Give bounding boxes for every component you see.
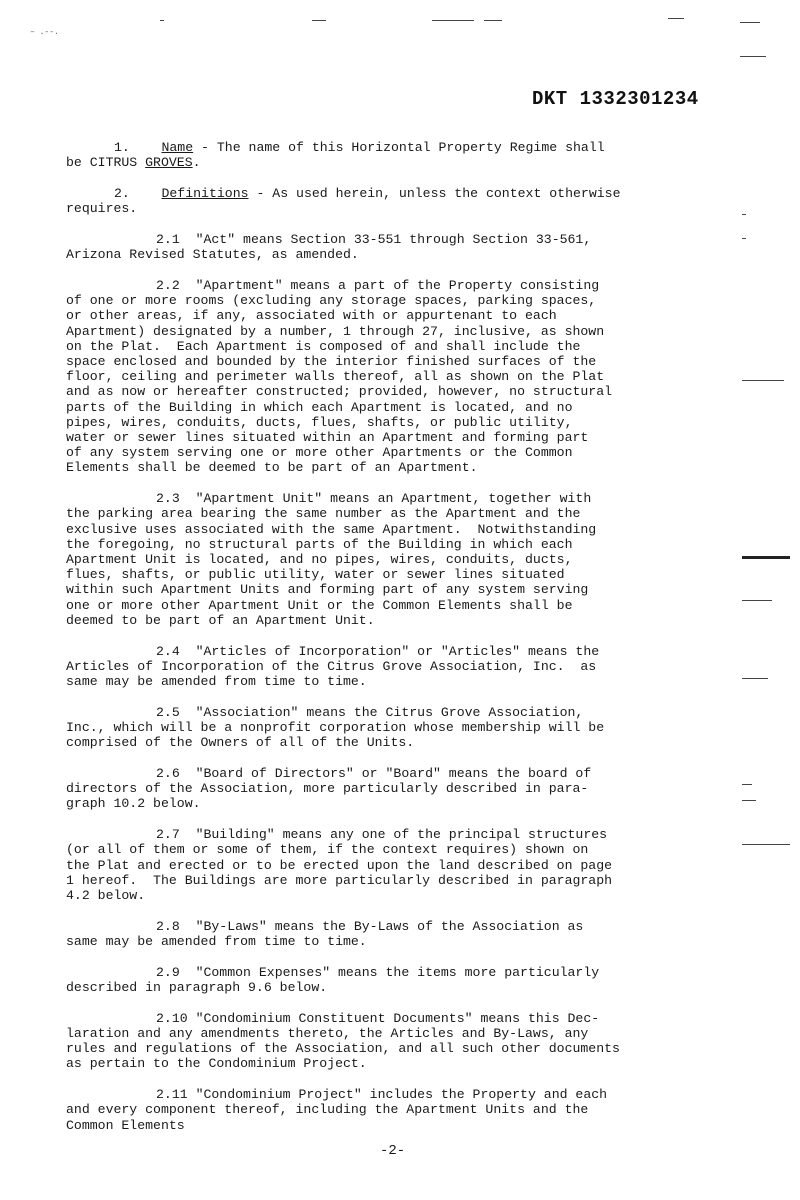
text-run: same may be amended from time to time. (66, 674, 367, 690)
text-run: Articles of Incorporation of the Citrus Grove Association, Inc. as (66, 658, 597, 674)
scan-mark (740, 22, 760, 23)
text-line (66, 445, 706, 460)
text-run: flues, shafts, or public utility, water or sewer lines situated (66, 567, 565, 583)
text-line (66, 965, 706, 980)
text-line (66, 873, 706, 888)
text-line (66, 278, 706, 293)
scan-mark (742, 678, 768, 679)
text-run: 2.9 "Common Expenses" means the items more particularly (156, 964, 600, 980)
text-run: . (192, 155, 201, 171)
text-line (66, 552, 706, 567)
text-run: deemed to be part of an Apartment Unit. (66, 612, 375, 628)
text-run: of any system serving one or more other Apartments or the Common (66, 445, 573, 461)
page-number: -2- (380, 1143, 406, 1159)
paragraph (66, 766, 706, 812)
text-run: 2.5 "Association" means the Citrus Grove Association, (156, 704, 584, 720)
text-run: requires. (66, 201, 138, 217)
text-run: exclusive uses associated with the same Apartment. Notwithstanding (66, 521, 597, 537)
scan-mark (742, 556, 790, 559)
text-line (66, 1102, 706, 1117)
text-line (66, 644, 706, 659)
paragraph (66, 186, 706, 216)
text-run: and as now or hereafter constructed; provided, however, no structural (66, 384, 613, 400)
text-run: the parking area bearing the same number as the Apartment and the (66, 506, 581, 522)
text-run: the Plat and erected or to be erected upon the land described on page (66, 857, 613, 873)
paragraph (66, 965, 706, 995)
text-line (66, 369, 706, 384)
text-run: 2.10 "Condominium Constituent Documents" means this Dec- (156, 1010, 600, 1026)
text-run: Apartment Unit is located, and no pipes, wires, conduits, ducts, (66, 552, 573, 568)
text-run: 2.2 "Apartment" means a part of the Property consisting (156, 278, 600, 293)
text-run: 2.7 "Building" means any one of the principal structures (156, 827, 608, 843)
scan-mark (742, 844, 790, 845)
text-line (66, 705, 706, 720)
text-run: 2.3 "Apartment Unit" means an Apartment, together with (156, 491, 592, 507)
text-run: 2.8 "By-Laws" means the By-Laws of the Association as (156, 918, 584, 934)
docket-number: DKT 1332301234 (532, 88, 699, 110)
underlined-heading: Definitions (161, 186, 249, 201)
text-run: parts of the Building in which each Apartment is located, and no (66, 399, 573, 415)
text-run: 2.1 "Act" means Section 33-551 through Section 33-561, (156, 232, 592, 247)
text-run: Elements shall be deemed to be part of an Apartment. (66, 460, 478, 476)
document-body (66, 140, 706, 1148)
scan-mark (740, 56, 766, 57)
text-line (66, 858, 706, 873)
text-line (66, 980, 706, 995)
text-line (66, 324, 706, 339)
text-run: Apartment) designated by a number, 1 through 27, inclusive, as shown (66, 323, 605, 339)
paragraph (66, 1087, 706, 1133)
text-line (66, 827, 706, 842)
text-run: space enclosed and bounded by the interior finished surfaces of the (66, 354, 597, 370)
text-line (66, 201, 706, 216)
text-run: the foregoing, no structural parts of the Building in which each (66, 536, 573, 552)
paragraph (66, 232, 706, 262)
text-run: 2.6 "Board of Directors" or "Board" means the board of (156, 766, 592, 782)
underlined-heading: Name (161, 140, 194, 155)
text-run: - As used herein, unless the context otherwise (248, 186, 621, 201)
text-line (66, 339, 706, 354)
text-line (66, 293, 706, 308)
text-run: graph 10.2 below. (66, 796, 201, 812)
text-line (66, 1056, 706, 1071)
text-run: Common Elements (66, 1117, 185, 1133)
text-line (66, 735, 706, 750)
text-line (66, 888, 706, 903)
text-run: described in paragraph 9.6 below. (66, 980, 328, 996)
text-line (66, 842, 706, 857)
text-run: - The name of this Horizontal Property Regime shall (193, 140, 605, 155)
paragraph (66, 644, 706, 690)
text-line (66, 491, 706, 506)
text-run: 1 hereof. The Buildings are more particularly described in paragraph (66, 872, 613, 888)
text-line (66, 460, 706, 475)
text-run: directors of the Association, more particularly described in para- (66, 781, 589, 797)
text-line (66, 506, 706, 521)
text-line (66, 674, 706, 689)
text-run: one or more other Apartment Unit or the Common Elements shall be (66, 597, 573, 613)
paragraph (66, 140, 706, 170)
text-line (66, 1026, 706, 1041)
text-line (66, 308, 706, 323)
text-run: and every component thereof, including the Apartment Units and the (66, 1102, 589, 1118)
scan-mark (742, 784, 752, 785)
text-run: be CITRUS (66, 155, 146, 171)
scan-mark (312, 20, 326, 21)
text-line (66, 582, 706, 597)
text-run: 2.4 "Articles of Incorporation" or "Articles" means the (156, 643, 600, 659)
text-run: 2.11 "Condominium Project" includes the Property and each (156, 1087, 608, 1103)
text-run: laration and any amendments thereto, the Articles and By-Laws, any (66, 1026, 589, 1042)
text-run: 1. (114, 140, 162, 155)
text-run: floor, ceiling and perimeter walls thereof, all as shown on the Plat (66, 369, 605, 385)
scan-mark (668, 18, 684, 19)
scan-mark (742, 800, 756, 801)
text-line (66, 247, 706, 262)
paragraph (66, 278, 706, 476)
text-line (66, 1118, 706, 1133)
text-line (66, 430, 706, 445)
text-line (66, 522, 706, 537)
text-run: pipes, wires, conduits, ducts, flues, shafts, or public utility, (66, 414, 573, 430)
paragraph (66, 919, 706, 949)
text-line (66, 1087, 706, 1102)
underlined-heading: GROVES (145, 155, 193, 171)
text-line (66, 919, 706, 934)
text-run: Inc., which will be a nonprofit corporation whose membership will be (66, 720, 605, 736)
text-line (66, 934, 706, 949)
corner-mark: – .--. (30, 28, 59, 37)
text-line (66, 567, 706, 582)
text-run: Arizona Revised Statutes, as amended. (66, 247, 359, 263)
text-run: (or all of them or some of them, if the context requires) shown on (66, 842, 589, 858)
text-line (66, 781, 706, 796)
text-line (66, 796, 706, 811)
text-line (66, 598, 706, 613)
text-run: of one or more rooms (excluding any storage spaces, parking spaces, (66, 293, 597, 309)
paragraph (66, 705, 706, 751)
text-line (66, 613, 706, 628)
text-line (66, 384, 706, 399)
text-line (66, 186, 706, 201)
text-line (66, 659, 706, 674)
text-run: on the Plat. Each Apartment is composed of and shall include the (66, 338, 581, 354)
paragraph (66, 1011, 706, 1072)
text-line (66, 155, 706, 170)
text-line (66, 415, 706, 430)
text-line (66, 232, 706, 247)
scan-mark (742, 214, 746, 215)
text-line (66, 766, 706, 781)
scan-mark (160, 20, 164, 21)
text-run: as pertain to the Condominium Project. (66, 1056, 367, 1072)
text-run: comprised of the Owners of all of the Units. (66, 735, 415, 751)
scan-mark (432, 20, 474, 21)
text-line (66, 354, 706, 369)
paragraph (66, 491, 706, 628)
scan-mark (742, 238, 746, 239)
scan-mark (742, 600, 772, 601)
text-run: or other areas, if any, associated with or appurtenant to each (66, 308, 557, 324)
text-run: 2. (114, 186, 162, 201)
text-line (66, 537, 706, 552)
text-line (66, 1011, 706, 1026)
text-line (66, 1041, 706, 1056)
paragraph (66, 827, 706, 903)
text-run: 4.2 below. (66, 888, 146, 904)
text-run: same may be amended from time to time. (66, 934, 367, 950)
text-line (66, 400, 706, 415)
text-line (66, 140, 706, 155)
text-line (66, 720, 706, 735)
scan-mark (484, 20, 502, 21)
scan-mark (742, 380, 784, 381)
text-run: within such Apartment Units and forming part of any system serving (66, 582, 589, 598)
text-run: rules and regulations of the Association, and all such other documents (66, 1041, 620, 1057)
text-run: water or sewer lines situated within an Apartment and forming part (66, 430, 589, 446)
